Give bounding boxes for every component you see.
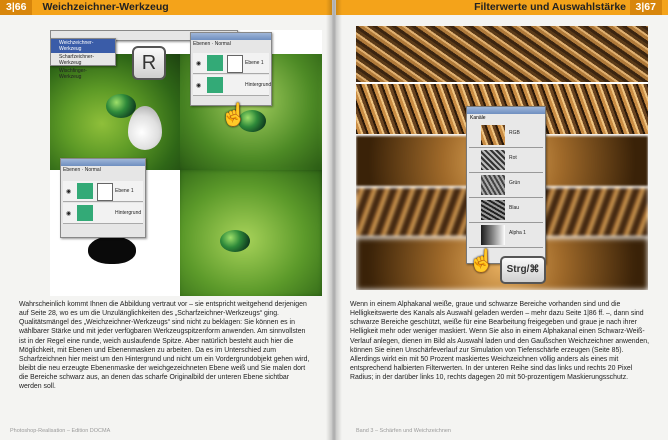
left-page-title: Weichzeichner-Werkzeug <box>42 1 169 13</box>
right-page-header <box>336 0 668 15</box>
beetle-shape-result <box>220 230 250 252</box>
book-gutter-shadow <box>326 0 342 440</box>
layer-thumbnail <box>77 205 93 221</box>
layer-name: Hintergrund <box>245 82 272 88</box>
layer-name: Ebene 1 <box>245 60 264 66</box>
right-paragraph: Wenn in einem Alphakanal weiße, graue und schwarze Bereiche vorhanden sind und die Helligkeitswerte des Kanals als Auswahl geladen werden – mehr dazu Seite 1|86 ff. –, dann sind schwarze Bereiche geschützt, weiße für eine Bearbeitung freigegeben und graue je nach ihrer Helligkeit mehr oder weniger maskiert. Wenn Sie also in einem Alphakanal einen Schwarz-Weiß-Verlauf anlegen, dienen im Bild als Auswahl laden und den Gaußschen Weichzeichner anwenden, können Sie einen Unschärfeverlauf zur Simulation von Tiefenschärfe erzeugen (Seite 85). Allerdings wirkt ein mit 50 Prozent maskiertes Weichzeichnen völlig anders als eines mit entsprechend halbierten Filterwerten. In der unteren Reihe sind das links und rechts 20 Pixel Radius; in der darüber links 10, rechts dagegen 20 mit 50-prozentigem Maskierungsschutz. <box>350 301 650 382</box>
shortcut-key-r: R <box>132 46 166 80</box>
visibility-eye-icon[interactable]: ◉ <box>196 83 202 89</box>
layers-panel-bottom: Ebenen · Normal ◉ Ebene 1 ◉ Hintergrund <box>60 158 146 238</box>
channel-name: RGB <box>509 130 520 136</box>
tool-menu[interactable] <box>50 38 116 80</box>
layer-row-bottom[interactable] <box>193 75 272 96</box>
channel-name: Grün <box>509 180 521 186</box>
left-body-text <box>19 300 313 392</box>
visibility-eye-icon[interactable]: ◉ <box>66 211 72 217</box>
layer-name: Ebene 1 <box>115 188 134 194</box>
channel-thumbnail <box>481 150 505 170</box>
right-page <box>336 0 668 440</box>
layer-name: Hintergrund <box>115 210 142 216</box>
channel-row-rgb[interactable] <box>469 123 543 148</box>
channel-thumbnail <box>481 200 505 220</box>
layer-mask-thumbnail[interactable] <box>97 183 113 201</box>
layers-tab-label: Ebenen <box>193 41 211 47</box>
left-paragraph: Wahrscheinlich kommt Ihnen die Abbildung vertraut vor – sie entspricht weitgehend derjenigen auf Seite 28, wo es um die Unzulänglichkeiten des „Scharfzeichner-Werkzeugs“ ging. Qualitätsmängel des „Weichzeichner-Werkzeugs“ sind nicht zu beklagen: Sie können es in wählbarer Stärke und mit jeder verfügbaren Werkzeugspitzenform anwenden. Am sinnvollsten ist in der Regel eine runde, weich auslaufende Spitze. Aber natürlich besteht auch hier die Möglichkeit, mit Ebenen und Ebenenmasken zu arbeiten. Da es im Unterschied zum Scharfzeichnen hier meist um den Hintergrund und nicht um ein Vordergrundobjekt gehen wird, bleibt die neu erzeugte Ebenenmaske der weichgezeichneten Ebene weiß und Sie malen dort die Bereiche schwarz aus, an denen das scharfe Originalbild der unteren Ebene sichtbar werden soll. <box>19 301 310 391</box>
left-page-number: 3|66 <box>0 0 32 15</box>
layers-panel-top: Ebenen · Normal ◉ Ebene 1 ◉ Hintergrund <box>190 32 272 106</box>
channel-row-alpha[interactable] <box>469 223 543 248</box>
channel-row-blue[interactable] <box>469 198 543 223</box>
left-footer: Photoshop-Realisation – Edition DOCMA <box>10 428 111 434</box>
left-page <box>0 0 332 440</box>
layer-row-bottom[interactable] <box>63 203 143 224</box>
layer-thumbnail <box>207 77 223 93</box>
pointer-hand-icon: ☝ <box>468 248 496 273</box>
channel-thumbnail <box>481 175 505 195</box>
blend-mode-value[interactable]: Normal <box>84 167 101 173</box>
layers-tab-label: Ebenen <box>63 167 81 173</box>
channel-name: Blau <box>509 205 520 211</box>
channels-panel <box>466 106 546 264</box>
right-page-number: 3|67 <box>630 0 662 15</box>
tool-menu-item-blur[interactable]: Weichzeichner-Werkzeug <box>51 39 115 53</box>
channel-thumbnail <box>481 125 505 145</box>
pointer-hand-icon: ☝ <box>220 102 248 127</box>
layer-mask-thumbnail[interactable] <box>227 55 243 73</box>
left-illustration <box>50 30 322 296</box>
visibility-eye-icon[interactable]: ◉ <box>66 189 72 195</box>
shortcut-key-strg: Strg/⌘ <box>500 256 546 284</box>
layer-thumbnail <box>207 55 223 71</box>
right-page-title: Filterwerte und Auswahlstärke <box>474 1 626 13</box>
tool-menu-item-smudge[interactable]: Wischfinger-Werkzeug <box>59 68 87 80</box>
layer-row-top[interactable] <box>63 181 143 202</box>
channel-row-red[interactable] <box>469 148 543 173</box>
visibility-eye-icon[interactable]: ◉ <box>196 61 202 67</box>
channels-tab-label: Kanäle <box>470 115 486 121</box>
beetle-silhouette <box>88 236 136 264</box>
blend-mode-value[interactable]: Normal <box>214 41 231 47</box>
right-footer: Band 3 – Schärfen und Weichzeichnen <box>356 428 451 434</box>
texture-sharp <box>356 26 648 82</box>
right-illustration <box>356 26 648 290</box>
channel-thumbnail <box>481 225 505 245</box>
layer-thumbnail <box>77 183 93 199</box>
layer-row-top[interactable] <box>193 53 269 74</box>
left-page-header <box>0 0 332 15</box>
water-drop-icon <box>128 106 162 150</box>
right-body-text <box>350 300 652 382</box>
channel-name: Rot <box>509 155 517 161</box>
channel-name: Alpha 1 <box>509 230 526 236</box>
channel-row-green[interactable] <box>469 173 543 198</box>
beetle-photo-result <box>180 170 322 296</box>
tool-menu-item-sharpen[interactable]: Scharfzeichner-Werkzeug <box>59 54 95 66</box>
